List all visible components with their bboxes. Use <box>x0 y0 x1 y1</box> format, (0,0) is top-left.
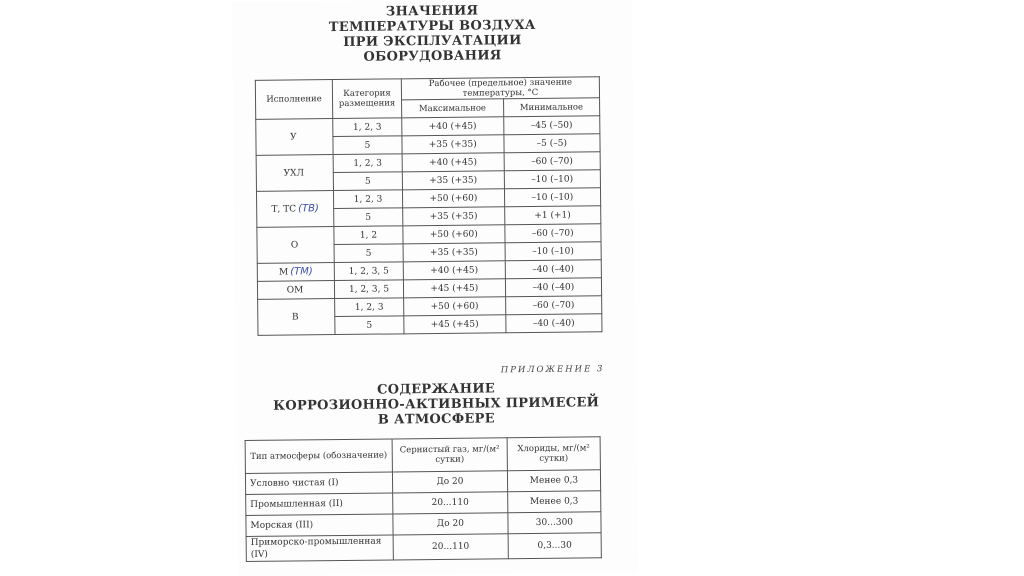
execution-name: В <box>292 312 299 322</box>
min-cell: –5 (–5) <box>504 134 601 153</box>
min-cell: –10 (–10) <box>504 188 601 207</box>
temperature-table-body <box>256 116 602 336</box>
max-cell: +45 (+45) <box>404 315 506 334</box>
header-max: Максимальное <box>402 99 504 118</box>
max-cell: +40 (+45) <box>402 153 504 172</box>
title-line: В АТМОСФЕРЕ <box>236 410 636 429</box>
execution-cell <box>257 227 334 264</box>
atmosphere-type-cell: Морская (III) <box>246 514 393 537</box>
max-cell: +35 (+35) <box>402 171 504 190</box>
atmosphere-type-cell: Промышленная (II) <box>246 493 393 516</box>
handwritten-note: (ТВ) <box>298 203 319 214</box>
chlorides-cell: 0,3...30 <box>508 533 601 559</box>
temperature-table <box>255 76 603 336</box>
category-cell: 5 <box>334 244 403 263</box>
execution-name: УХЛ <box>284 168 305 178</box>
appendix-label: ПРИЛОЖЕНИЕ 3 <box>501 364 605 375</box>
category-cell: 1, 2, 3 <box>333 154 402 173</box>
category-cell: 5 <box>333 172 402 191</box>
title-temperature <box>232 2 633 66</box>
chlorides-cell: Менее 0,3 <box>507 470 600 492</box>
execution-cell <box>256 191 333 228</box>
chlorides-cell: 30...300 <box>508 512 601 534</box>
min-cell: –60 (–70) <box>505 296 602 315</box>
title-line: ПРИ ЭКСПЛУАТАЦИИ <box>232 32 632 51</box>
category-cell: 1, 2, 3 <box>333 118 402 137</box>
min-cell: –10 (–10) <box>505 242 602 261</box>
category-cell: 1, 2 <box>334 226 403 245</box>
table-row <box>246 533 601 562</box>
title-line: КОРРОЗИОННО-АКТИВНЫХ ПРИМЕСЕЙ <box>236 395 636 414</box>
max-cell: +35 (+35) <box>403 207 505 226</box>
min-cell: –40 (–40) <box>505 314 602 333</box>
max-cell: +50 (+60) <box>402 189 504 208</box>
atmosphere-type-cell: Приморско-промышленная (IV) <box>246 535 393 562</box>
category-cell: 1, 2, 3, 5 <box>334 280 403 299</box>
execution-name: ОМ <box>287 285 304 295</box>
execution-name: Т, ТС <box>271 204 296 214</box>
title-line: ОБОРУДОВАНИЯ <box>233 47 633 66</box>
sulfur-dioxide-cell: 20...110 <box>393 492 508 514</box>
header-category: Категория размещения <box>332 79 401 119</box>
execution-name: М <box>279 268 288 278</box>
title-line: ТЕМПЕРАТУРЫ ВОЗДУХА <box>232 17 632 36</box>
min-cell: +1 (+1) <box>504 206 601 225</box>
impurities-table <box>245 436 602 562</box>
header-chlorides: Хлориды, мг/(м² сутки) <box>507 437 600 471</box>
chlorides-cell: Менее 0,3 <box>508 491 601 513</box>
max-cell: +35 (+35) <box>403 243 505 262</box>
sulfur-dioxide-cell: До 20 <box>392 471 507 493</box>
category-cell: 1, 2, 3, 5 <box>334 262 403 281</box>
execution-cell <box>257 281 334 300</box>
category-cell: 5 <box>333 136 402 155</box>
atmosphere-type-cell: Условно чистая (I) <box>245 472 392 495</box>
category-cell: 1, 2, 3 <box>333 190 402 209</box>
min-cell: –40 (–40) <box>505 278 602 297</box>
max-cell: +35 (+35) <box>402 135 504 154</box>
impurities-table-body <box>245 470 601 562</box>
title-line: СОДЕРЖАНИЕ <box>236 380 636 399</box>
min-cell: –60 (–70) <box>504 224 601 243</box>
execution-name: О <box>291 240 298 250</box>
header-working-temperature: Рабочее (предельное) значение температуры, °С <box>401 77 599 100</box>
category-cell: 5 <box>335 316 404 335</box>
handwritten-note: (ТМ) <box>290 266 313 277</box>
max-cell: +45 (+45) <box>403 279 505 298</box>
header-execution: Исполнение <box>255 80 332 120</box>
max-cell: +40 (+45) <box>403 261 505 280</box>
header-sulfur-dioxide: Сернистый газ, мг/(м² сутки) <box>392 438 507 472</box>
title-line: ЗНАЧЕНИЯ <box>232 2 632 21</box>
category-cell: 5 <box>334 208 403 227</box>
min-cell: –60 (–70) <box>504 152 601 171</box>
sulfur-dioxide-cell: До 20 <box>393 513 508 535</box>
execution-cell <box>256 119 333 156</box>
title-impurities <box>236 380 636 429</box>
min-cell: –10 (–10) <box>504 170 601 189</box>
execution-cell <box>256 155 333 192</box>
execution-name: У <box>290 132 297 142</box>
max-cell: +40 (+45) <box>402 117 504 136</box>
min-cell: –45 (–50) <box>503 116 600 135</box>
max-cell: +50 (+60) <box>404 297 506 316</box>
max-cell: +50 (+60) <box>403 225 505 244</box>
header-atmosphere-type: Тип атмосферы (обозначение) <box>245 439 392 474</box>
min-cell: –40 (–40) <box>505 260 602 279</box>
execution-cell <box>258 299 335 336</box>
category-cell: 1, 2, 3 <box>335 298 404 317</box>
execution-cell <box>257 263 334 282</box>
header-min: Минимальное <box>503 98 600 117</box>
sulfur-dioxide-cell: 20...110 <box>393 534 508 560</box>
document-page <box>232 0 638 576</box>
